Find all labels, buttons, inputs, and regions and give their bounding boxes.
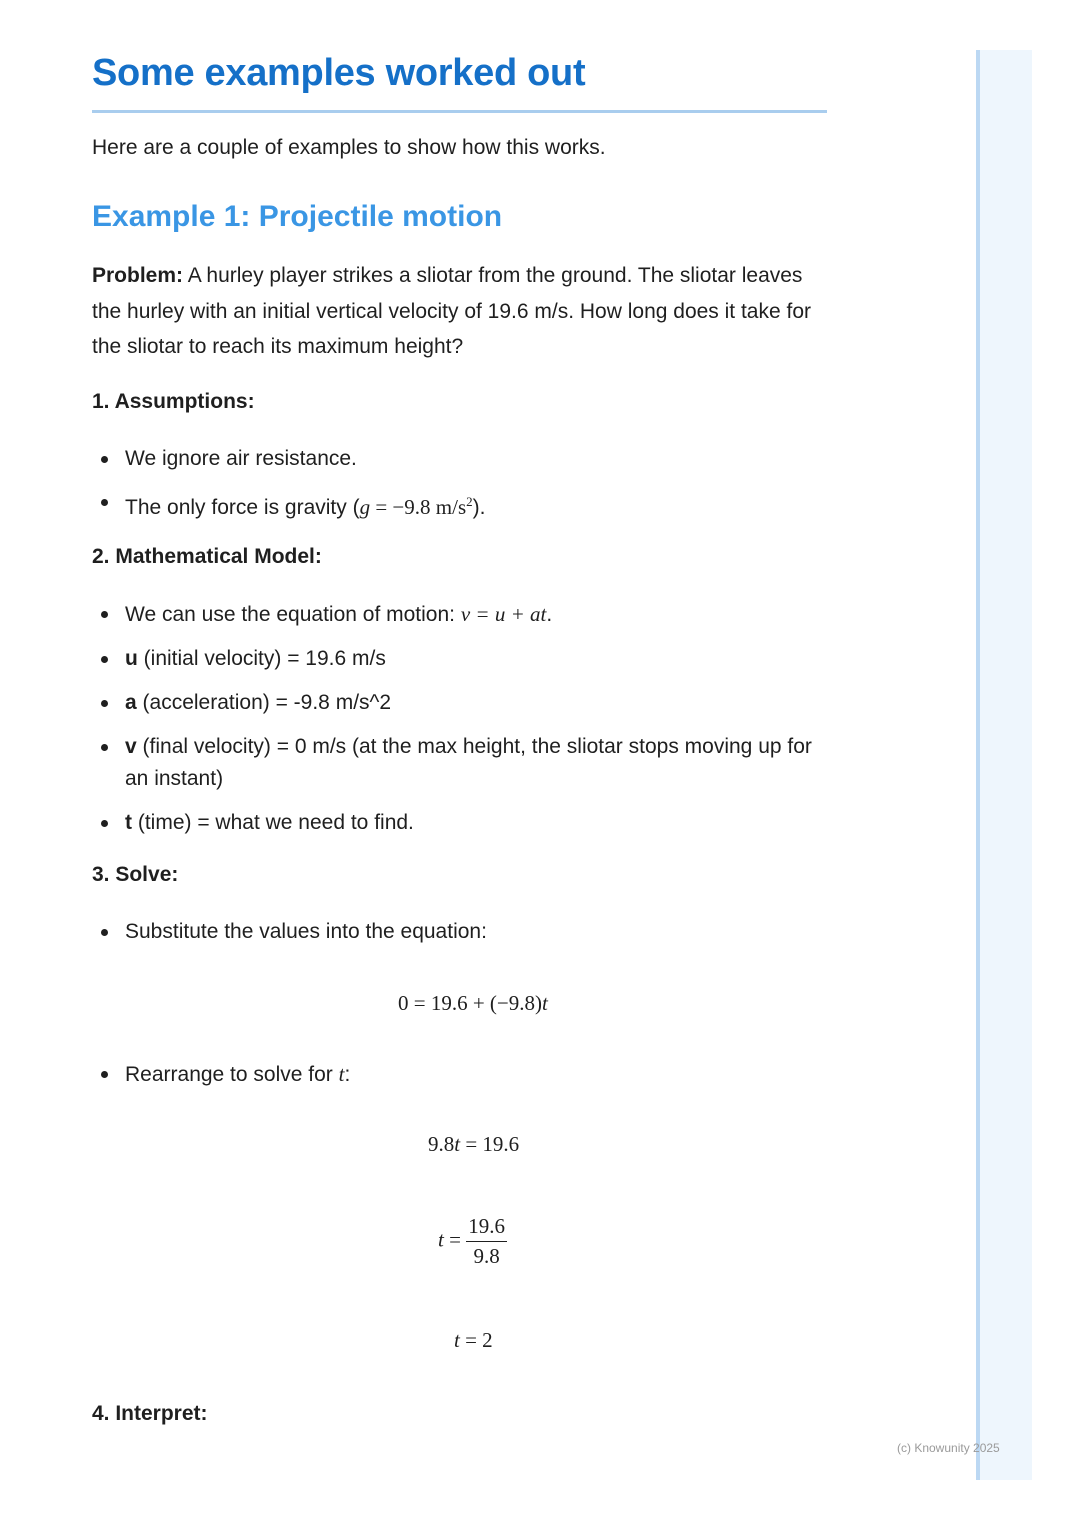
example-title: Example 1: Projectile motion	[92, 200, 503, 233]
step-model-heading: 2. Mathematical Model:	[92, 545, 322, 568]
list-item: a (acceleration) = -9.8 m/s^2	[92, 687, 832, 719]
solve-list-1	[92, 916, 832, 948]
problem-label: Problem:	[92, 264, 184, 287]
step-interpret-heading: 4. Interpret:	[92, 1402, 208, 1425]
equation-fraction: t = $\frac{19.6}{9.8}$	[438, 1214, 505, 1268]
model-list	[92, 598, 832, 839]
page-title: Some examples worked out	[92, 52, 586, 94]
step-assumptions-heading: 1. Assumptions:	[92, 390, 255, 413]
motion-equation: v = u + at	[460, 602, 547, 626]
list-item: We can use the equation of motion: v = u + at.	[92, 598, 832, 631]
equation-rearranged: 9.8t = 19.6	[428, 1132, 520, 1156]
copyright-footer: (c) Knowunity 2025	[897, 1441, 1000, 1455]
list-item: We ignore air resistance.	[92, 443, 832, 475]
problem-statement	[92, 258, 832, 365]
list-item: u (initial velocity) = 19.6 m/s	[92, 643, 832, 675]
list-item: t (time) = what we need to find.	[92, 807, 832, 839]
list-item: The only force is gravity (g = −9.8 $m/s^2$).	[92, 486, 832, 524]
step-solve-heading: 3. Solve:	[92, 863, 179, 886]
equation-result: t = 2	[454, 1328, 493, 1352]
fraction: $\frac{19.6}{9.8}$	[468, 1214, 505, 1268]
list-item: v (final velocity) = 0 m/s (at the max height, the sliotar stops moving up for an instant)	[92, 731, 832, 795]
assumptions-list	[92, 443, 832, 524]
list-item: Substitute the values into the equation:	[92, 916, 832, 948]
solve-list-2	[92, 1058, 832, 1091]
intro-text: Here are a couple of examples to show how this works.	[92, 136, 606, 159]
equation-substituted: 0 = 19.6 + (−9.8)t	[398, 991, 548, 1015]
list-item: Rearrange to solve for t:	[92, 1058, 832, 1091]
problem-text: A hurley player strikes a sliotar from the ground. The sliotar leaves the hurley with an initial vertical velocity of 19.6 m/s. How long does it take for the sliotar to reach its maximum height?	[92, 264, 812, 358]
gravity-formula: g = −9.8 $m/s^2$	[359, 494, 473, 519]
right-margin-panel	[976, 50, 1032, 1480]
title-divider	[92, 110, 827, 113]
